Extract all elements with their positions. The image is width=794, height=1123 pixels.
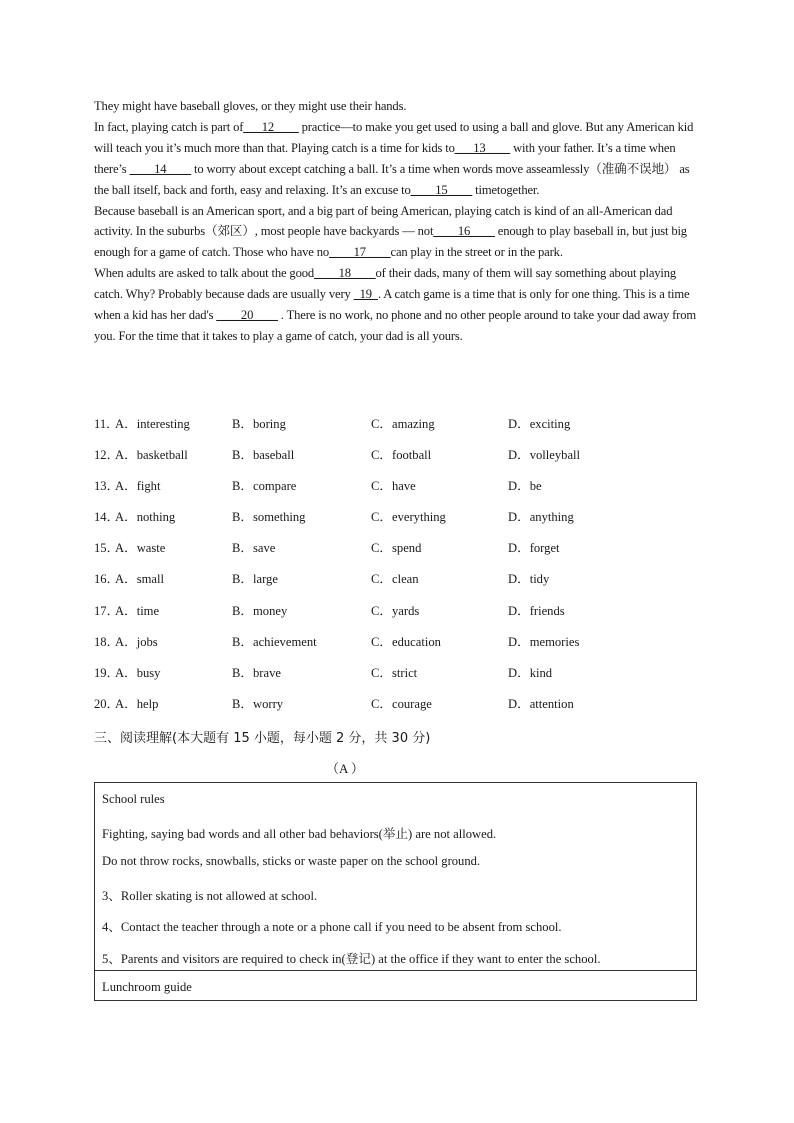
rule-item: Fighting, saying bad words and all other bad behaviors(举止) are not allowed. (102, 827, 497, 841)
question-row-11 (94, 413, 706, 444)
passage-text: In fact, playing catch is part of (94, 119, 244, 134)
option-b: B．save (232, 541, 276, 556)
question-row-16 (94, 568, 706, 599)
rule-item: Do not throw rocks, snowballs, sticks or waste paper on the school ground. (102, 854, 481, 868)
table-divider (95, 970, 696, 971)
question-row-18 (94, 631, 706, 662)
blank-17: ____17____ (329, 245, 391, 260)
question-row-17 (94, 600, 706, 631)
passage-text: . A catch game is a time that is only for one thing. This is a time when a kid has her dad's (94, 287, 690, 323)
option-b: B．large (232, 572, 278, 587)
passage-text: with your father. It’s a time when there’s (94, 140, 676, 176)
option-a: A．nothing (115, 510, 176, 525)
option-b: B．money (232, 603, 288, 618)
passage-text: can play in the street or in the park. (390, 245, 563, 260)
option-c: C．everything (371, 510, 446, 525)
option-b: B．worry (232, 696, 284, 711)
option-c: C．have (371, 479, 416, 494)
passage-paragraph-4 (94, 263, 706, 347)
option-d: D．anything (508, 510, 574, 525)
lunchroom-heading: Lunchroom guide (102, 980, 192, 994)
question-number: 15． (94, 541, 120, 556)
question-number: 17． (94, 603, 120, 618)
school-rules-table (94, 782, 697, 1001)
option-d: D．friends (508, 603, 565, 618)
option-a: A．interesting (115, 417, 190, 431)
passage-label: （A ） (326, 761, 364, 776)
question-row-19 (94, 662, 706, 693)
option-c: C．football (371, 448, 432, 463)
question-number: 12． (94, 448, 120, 463)
option-d: D．exciting (508, 417, 571, 431)
option-b: B．achievement (232, 634, 317, 649)
passage-text: to worry about except catching a ball. It’s a time when words move asseamlessly（准确不误地） as the ball itself, back and forth, easy and relaxing. It’s an excuse to (94, 161, 690, 197)
passage-text: timetogether. (472, 182, 540, 197)
rule-item: 4、Contact the teacher through a note or a phone call if you need to be absent from school. (102, 920, 562, 934)
question-row-14 (94, 506, 706, 537)
rule-item: 3、Roller skating is not allowed at school. (102, 889, 318, 903)
passage-text: practice—to make you get used to using a ball and glove. But any American kid will teach you it’s much more than that. Playing catch is a time for kids to (94, 119, 694, 155)
option-b: B．brave (232, 665, 281, 680)
blank-15: ____15____ (410, 182, 473, 197)
option-a: A．basketball (115, 448, 188, 463)
option-a: A．jobs (115, 634, 158, 649)
option-d: D．attention (508, 696, 574, 711)
option-b: B．baseball (232, 448, 295, 463)
question-number: 18． (94, 634, 120, 649)
section-heading: 三、阅读理解(本大题有 15 小题，每小题 2 分，共 30 分) (94, 731, 431, 746)
passage-paragraph-1: They might have baseball gloves, or they might use their hands. (94, 99, 407, 113)
question-options (94, 413, 706, 724)
option-d: D．forget (508, 541, 560, 556)
option-d: D．kind (508, 665, 553, 680)
blank-16: ____16____ (433, 224, 495, 239)
passage-text: . There is no work, no phone and no other people around to take your dad away from you. For the time that it takes to play a game of catch, your dad is all yours. (94, 308, 696, 343)
passage-text: Because baseball is an American sport, and a big part of being American, playing catch is kind of an all-American dad activity. In the suburbs（郊区）, most people have backyards — not (94, 203, 673, 239)
blank-20: ____20____ (216, 308, 278, 323)
option-d: D．memories (508, 634, 580, 649)
option-a: A．time (115, 603, 160, 618)
question-number: 16． (94, 572, 120, 587)
option-c: C．strict (371, 665, 418, 680)
option-c: C．courage (371, 696, 432, 711)
option-a: A．waste (115, 541, 166, 556)
rules-heading: School rules (102, 792, 165, 806)
option-a: A．small (115, 572, 164, 587)
blank-12: ___12____ (243, 119, 299, 134)
option-a: A．help (115, 696, 159, 711)
question-row-20 (94, 693, 706, 724)
option-d: D．tidy (508, 572, 550, 587)
passage-text: of their dads, many of them will say something about playing catch. Why? Probably because dads are usually very (94, 266, 677, 302)
blank-18: ____18____ (314, 266, 376, 281)
cloze-passage (94, 96, 706, 347)
passage-paragraph-2 (94, 117, 706, 201)
option-b: B．boring (232, 417, 286, 431)
rule-item: 5、Parents and visitors are required to check in(登记) at the office if they want to enter the school. (102, 952, 601, 966)
passage-text: enough to play baseball in, but just big enough for a game of catch. Those who have no (94, 224, 687, 260)
passage-text: When adults are asked to talk about the good (94, 266, 315, 281)
question-number: 13． (94, 479, 120, 494)
question-row-12 (94, 444, 706, 475)
question-row-15 (94, 537, 706, 568)
option-c: C．clean (371, 572, 419, 587)
question-number: 14． (94, 510, 120, 525)
question-number: 11． (94, 417, 119, 431)
option-c: C．yards (371, 603, 420, 618)
option-c: C．education (371, 634, 441, 649)
option-a: A．fight (115, 479, 161, 494)
option-b: B．something (232, 510, 306, 525)
option-c: C．amazing (371, 417, 435, 431)
passage-paragraph-3 (94, 201, 706, 264)
question-number: 20． (94, 696, 120, 711)
question-number: 19． (94, 665, 120, 680)
blank-19: 19 (353, 287, 378, 302)
option-c: C．spend (371, 541, 422, 556)
blank-14: ____14____ (129, 161, 192, 176)
option-d: D．be (508, 479, 542, 494)
question-row-13 (94, 475, 706, 506)
option-b: B．compare (232, 479, 297, 494)
option-a: A．busy (115, 665, 161, 680)
blank-13: ___13____ (454, 140, 511, 155)
option-d: D．volleyball (508, 448, 581, 463)
